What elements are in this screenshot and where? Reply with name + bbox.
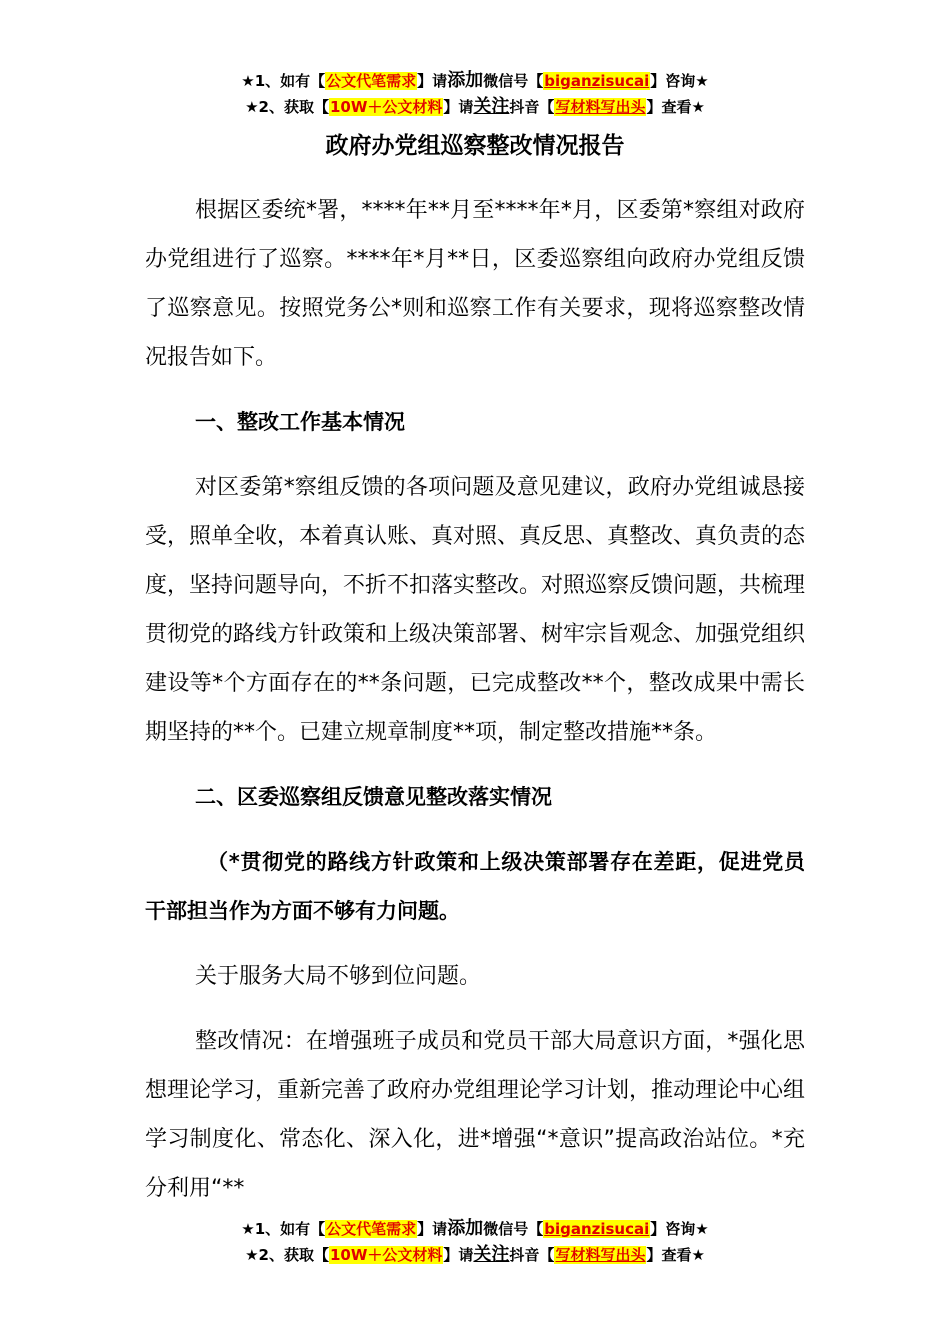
issue-1-paragraph: 关于服务大局不够到位问题。: [195, 964, 482, 989]
douyin-account-link[interactable]: 写材料写出头: [555, 98, 646, 116]
banner-text: 抖音【: [509, 98, 555, 116]
banner-text-add: 添加: [447, 1218, 484, 1239]
douyin-account-link[interactable]: 写材料写出头: [555, 1246, 646, 1264]
banner-text: 】咨询★: [650, 72, 709, 90]
section-1-paragraph: 对区委第*察组反馈的各项问题及意见建议，政府办党组诚恳接受，照单全收，本着真认账、真对照、真反思、真整改、真负责的态度，坚持问题导向，不折不扣落实整改。对照巡察反馈问题，共梳理贯彻党的路线方针政策和上级决策部署、树牢宗旨观念、加强党组织建设等*个方面存在的**条问题，已完成整改**个，整改成果中需长期坚持的**个。已建立规章制度**项，制定整改措施**条。: [145, 475, 806, 745]
banner-top: [0, 68, 950, 120]
banner-text: ★1、如有【: [241, 1220, 326, 1238]
wechat-id-link[interactable]: biganzisucai: [544, 1220, 650, 1238]
banner-text-follow: 关注: [473, 1244, 510, 1265]
banner-text: 】咨询★: [650, 1220, 709, 1238]
highlight-materials: 10W＋公文材料: [329, 1246, 443, 1264]
highlight-materials: 10W＋公文材料: [329, 98, 443, 116]
highlight-service: 公文代笔需求: [326, 72, 417, 90]
banner-text: 微信号【: [483, 1220, 544, 1238]
banner-text: 】请: [443, 1246, 474, 1264]
banner-text: 】查看★: [646, 98, 705, 116]
banner-text: 】请: [417, 72, 448, 90]
banner-line-2: [0, 94, 950, 120]
banner-line-2: [0, 1242, 950, 1268]
section-1-heading: 一、整改工作基本情况: [195, 410, 405, 434]
banner-text-follow: 关注: [473, 96, 510, 117]
section-2-heading: 二、区委巡察组反馈意见整改落实情况: [195, 785, 552, 809]
intro-paragraph: 根据区委统*署，****年**月至****年*月，区委第*察组对政府办党组进行了巡察。****年*月**日，区委巡察组向政府办党组反馈了巡察意见。按照党务公*则和巡察工作有关要求，现将巡察整改情况报告如下。: [145, 198, 805, 370]
banner-line-1: [0, 68, 950, 94]
banner-line-1: [0, 1216, 950, 1242]
banner-text: 】请: [417, 1220, 448, 1238]
banner-text-add: 添加: [447, 70, 484, 91]
banner-text: 】请: [443, 98, 474, 116]
banner-text: ★2、获取【: [245, 98, 329, 116]
banner-text: 抖音【: [509, 1246, 555, 1264]
document-title: 政府办党组巡察整改情况报告: [325, 133, 625, 159]
banner-text: 微信号【: [483, 72, 544, 90]
banner-text: ★2、获取【: [245, 1246, 329, 1264]
banner-text: 】查看★: [646, 1246, 705, 1264]
rectify-1-paragraph: 整改情况：在增强班子成员和党员干部大局意识方面，*强化思想理论学习，重新完善了政府办党组理论学习计划，推动理论中心组学习制度化、常态化、深入化，进*增强“*意识”提高政治站位。*充分利用“**: [145, 1029, 806, 1201]
banner-bottom: [0, 1216, 950, 1268]
banner-text: ★1、如有【: [241, 72, 326, 90]
document-body: [145, 186, 805, 1213]
subsection-1-heading: （*贯彻党的路线方针政策和上级决策部署存在差距，促进党员干部担当作为方面不够有力问题。: [145, 850, 805, 923]
wechat-id-link[interactable]: biganzisucai: [544, 72, 650, 90]
highlight-service: 公文代笔需求: [326, 1220, 417, 1238]
